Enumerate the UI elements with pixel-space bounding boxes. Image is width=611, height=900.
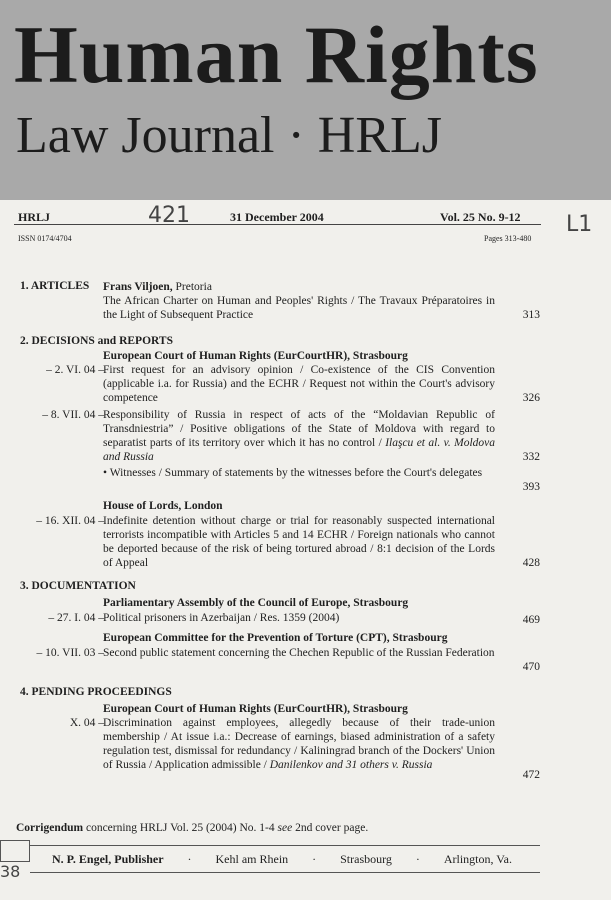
section-pending: 4. PENDING PROCEEDINGS (20, 686, 172, 698)
entry-text: Political prisoners in Azerbaijan / Res. 1359 (2004) (103, 612, 340, 624)
entry-text: Responsibility of Russia in respect of acts of the “Moldavian Republic of Transdniestria” / Positive obligations of the State of Moldova with regard to separatist parts of its territory over which it has no control / (103, 409, 495, 449)
article-entry (20, 280, 540, 324)
journal-subtitle: Law Journal · HRLJ (16, 107, 443, 164)
entry-page: 428 (522, 557, 540, 569)
documentation-entry (20, 646, 540, 676)
entry-text: Discrimination against employees, allegedly because of their trade-union membership / At issue i.a.: Decrease of earnings, biased administration of a safety regulation test, dismissal for redundancy / Kaliningrad branch of the Dockers' Union of Russia / Application admissible / (103, 717, 495, 771)
handwritten-number: 421 (148, 203, 190, 228)
court-heading: Parliamentary Assembly of the Council of Europe, Strasbourg (103, 597, 409, 609)
entry-page: 326 (522, 392, 540, 404)
footer-rule-bottom (30, 872, 540, 873)
corrigendum-text: concerning HRLJ Vol. 25 (2004) No. 1-4 (85, 822, 275, 834)
court-heading: European Committee for the Prevention of Torture (CPT), Strasbourg (103, 632, 448, 644)
entry-date: – 27. I. 04 – (48, 612, 104, 624)
section-articles: 1. ARTICLES (20, 280, 90, 292)
entry-page: 332 (522, 451, 540, 463)
issue-date: 31 December 2004 (230, 210, 324, 224)
article-author: Frans Viljoen, (103, 281, 173, 293)
publisher: N. P. Engel, Publisher (52, 852, 164, 866)
corrigendum-rest: 2nd cover page. (295, 822, 369, 834)
entry-text: First request for an advisory opinion / Co-existence of the CIS Convention (applicable i.a. for Russia) and the ECHR / Request not within the Court's advisory competence (103, 364, 495, 404)
handwritten-margin: 38 (0, 862, 21, 881)
separator: · (312, 852, 317, 866)
entry-case: Ilaşcu et al. v. Moldova and Russia (103, 437, 496, 463)
article-page: 313 (522, 309, 540, 321)
court-heading: European Court of Human Rights (EurCourtHR), Strasbourg (103, 350, 408, 362)
section-documentation: 3. DOCUMENTATION (20, 580, 136, 592)
documentation-entry (20, 611, 540, 627)
entry-date: X. 04 – (69, 717, 104, 729)
pending-entry (20, 716, 540, 788)
entry-date: – 2. VI. 04 – (46, 364, 104, 376)
library-stamp (0, 840, 30, 862)
corrigendum (16, 822, 368, 834)
entry-text: • Witnesses / Summary of statements by the witnesses before the Court's delegates (103, 467, 483, 479)
decision-entry (20, 514, 540, 572)
article-text: The African Charter on Human and Peoples' Rights / The Travaux Préparatoires in the Light of Subsequent Practice (103, 295, 495, 321)
entry-text: Indefinite detention without charge or trial for reasonably suspected international terrorists incompatible with Articles 5 and 14 ECHR / Foreign nationals who cannot be deported because of the risk of being tortured abroad / 8:1 decision of the Lords of Appeal (103, 515, 495, 569)
city-arlington: Arlington, Va. (443, 852, 512, 866)
issn: ISSN 0174/4704 (18, 234, 72, 243)
city-strasbourg: Strasbourg (340, 852, 392, 866)
publisher-footer (52, 852, 512, 867)
corrigendum-see: see (277, 822, 293, 834)
entry-page: 469 (522, 614, 540, 626)
entry-date: – 8. VII. 04 – (42, 409, 104, 421)
entry-page: 472 (522, 769, 540, 781)
entry-page: 470 (522, 661, 540, 673)
journal-abbrev: HRLJ (18, 210, 51, 224)
volume: Vol. 25 No. 9-12 (440, 210, 521, 224)
handwritten-mark: L1 (566, 212, 593, 237)
masthead (0, 0, 611, 200)
article-author-place: Pretoria (175, 281, 212, 293)
court-heading: European Court of Human Rights (EurCourtHR), Strasbourg (103, 703, 408, 715)
court-heading: House of Lords, London (103, 500, 223, 512)
entry-case: Danilenkov and 31 others v. Russia (269, 759, 433, 771)
entry-page: 393 (522, 481, 540, 493)
city-kehl: Kehl am Rhein (215, 852, 289, 866)
header-rule (14, 224, 541, 225)
decision-entry (20, 363, 540, 407)
section-decisions: 2. DECISIONS and REPORTS (20, 335, 173, 347)
separator: · (187, 852, 192, 866)
journal-title: Human Rights (14, 9, 539, 100)
entry-date: – 10. VII. 03 – (36, 647, 104, 659)
entry-date: – 16. XII. 04 – (36, 515, 104, 527)
footer-rule-top (30, 845, 540, 846)
separator: · (415, 852, 420, 866)
decision-entry (20, 408, 540, 466)
decision-entry (20, 466, 540, 496)
corrigendum-label: Corrigendum (16, 822, 84, 834)
entry-text: Second public statement concerning the Chechen Republic of the Russian Federation (103, 647, 495, 659)
page-range: Pages 313-480 (484, 234, 532, 243)
